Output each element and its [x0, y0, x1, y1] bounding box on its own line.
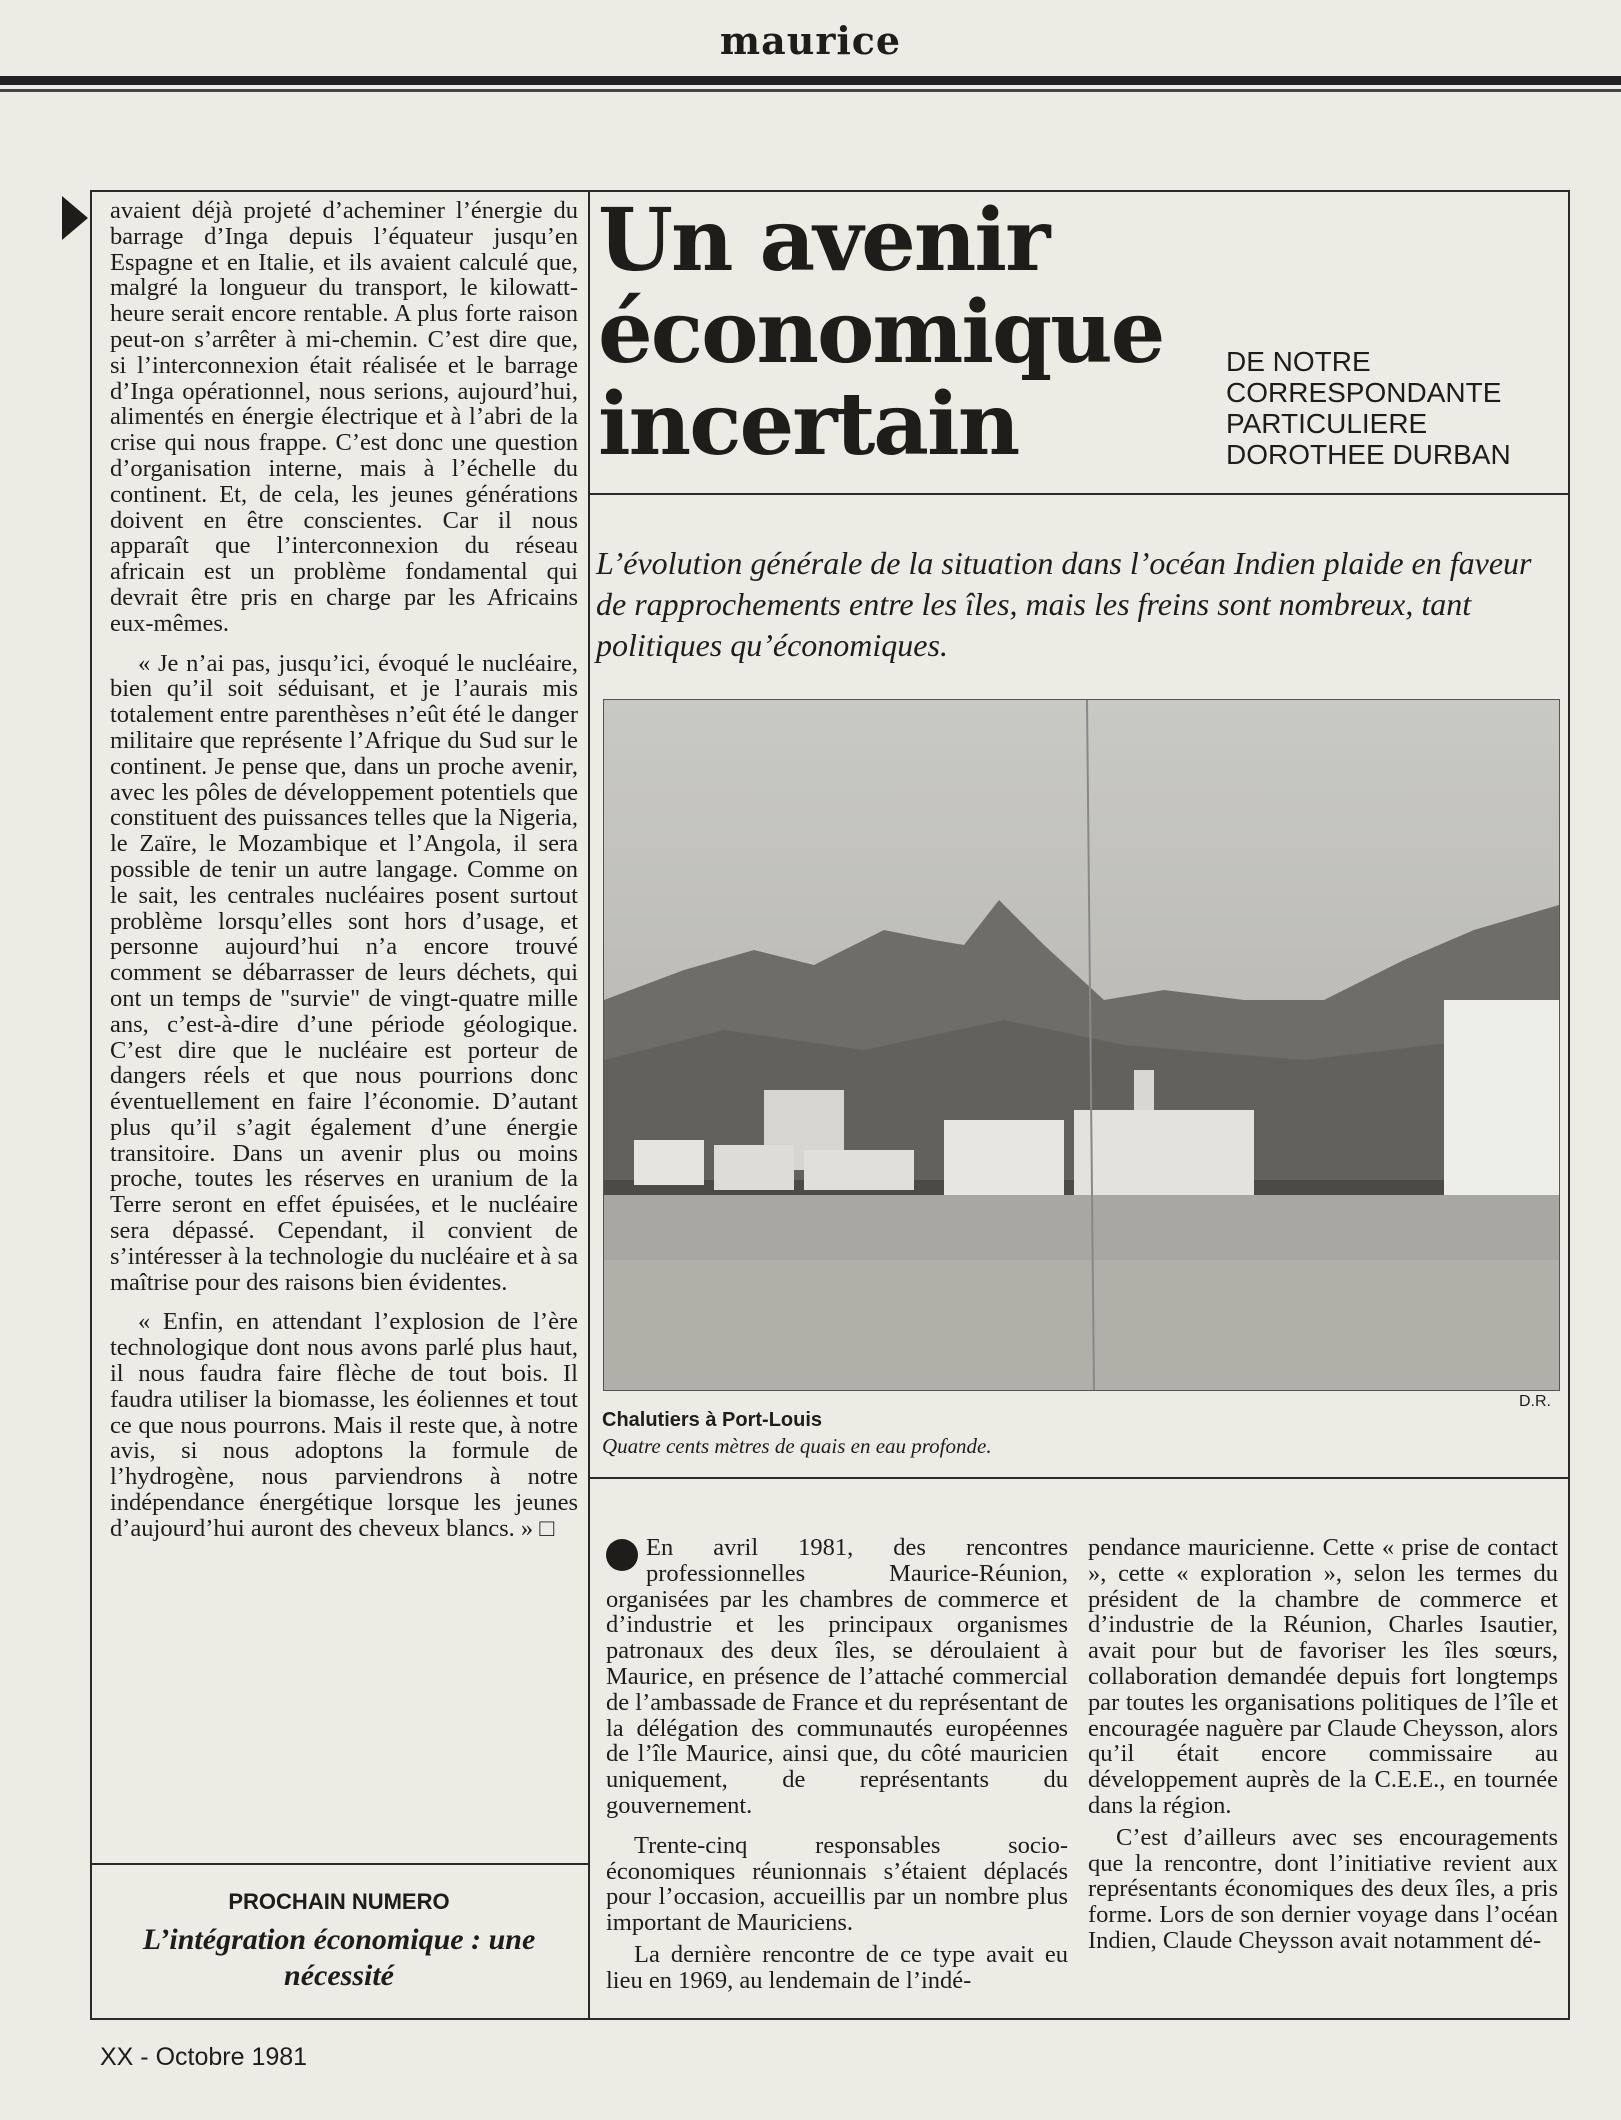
bullet-dot-icon [606, 1539, 638, 1571]
page-folio: XX - Octobre 1981 [100, 2043, 308, 2071]
body-paragraph: C’est d’ailleurs avec ses encouragements que la rencontre, dont l’initiative revient aux représentants économiques des deux îles, a pris forme. Lors de son dernier voyage dans l’océan Indien, Claude Cheysson avait notamment dé- [1088, 1823, 1558, 1954]
article-title [598, 190, 1164, 475]
next-issue-label: PROCHAIN NUMERO [228, 1889, 450, 1914]
body-column-2 [1088, 1535, 1558, 2005]
title-line: économique [598, 282, 1164, 383]
section-title: maurice [719, 18, 902, 63]
title-rule [588, 493, 1570, 495]
harbour-photo [603, 699, 1560, 1391]
left-column-text [110, 198, 578, 1858]
caption-rule [588, 1477, 1570, 1479]
photo-credit: D.R. [1519, 1393, 1551, 1410]
body-paragraph: Trente-cinq responsables socio-économiques réunionnais s’étaient déplacés pour l’occasion, accueillis par un nombre plus important de Mauriciens. [606, 1831, 1068, 1937]
end-mark-icon: □ [539, 1514, 555, 1542]
next-issue-title: L’intégration économique : une nécessité [142, 1923, 536, 1992]
harbour-illustration [604, 700, 1559, 1390]
continuation-arrow-icon [62, 196, 88, 240]
byline [1226, 346, 1511, 470]
header-rule-thin [0, 89, 1621, 92]
body-paragraph: pendance mauricienne. Cette « prise de contact », cette « exploration », selon les termes du président de la chambre de commerce et d’industrie de la Réunion, Charles Isautier, avait pour but de favoriser les îles sœurs, collaboration demandée depuis fort longtemps par toutes les organisations politiques de l’île et encouragée naguère par Claude Cheysson, alors qu’il était encore commissaire au développement auprès de la C.E.E., en tournée dans la région. [1088, 1535, 1558, 1819]
header-rule [0, 76, 1621, 85]
body-paragraph: La dernière rencontre de ce type avait eu lieu en 1969, au lendemain de l’indé- [606, 1940, 1068, 1994]
left-paragraph: « Je n’ai pas, jusqu’ici, évoqué le nucléaire, bien qu’il soit séduisant, et je l’aurais mis totalement entre parenthèses n’eût été le danger militaire que représente l’Afrique du Sud sur le continent. Je pense que, dans un proche avenir, avec les pôles de développement potentiels que constituent des puissances telles que la Nigeria, le Zaïre, le Mozambique et l’Angola, il sera possible de tenir un autre langage. Comme on le sait, les centrales nucléaires posent surtout problème lorsqu’elles sont hors d’usage, et personne aujourd’hui n’a encore trouvé comment se débarrasser de leurs déchets, qui ont un temps de "survie" de vingt-quatre mille ans, c’est-à-dire d’une période géologique. C’est dire que le nucléaire est porteur de dangers réels et que nous pourrions donc éventuellement en faire l’économie. D’autant plus qu’il s’agit également d’une énergie transitoire. Dans un avenir plus ou moins proche, toutes les réserves en uranium de la Terre seront en effet épuisées, et le nucléaire sera dépassé. Cependant, il convient de s’intéresser à la technologie du nucléaire et à sa maîtrise pour des raisons bien évidentes. [110, 649, 578, 1296]
left-paragraph: « Enfin, en attendant l’explosion de l’ère technologique dont nous avons parlé plus haut, il nous faudra faire flèche de tout bois. Il faudra utiliser la biomasse, les éoliennes et tout ce que nous pourrons. Mais il reste que, à notre avis, si nous adoptons la formule de l’hydrogène, nous parviendrons à notre indépendance énergétique lorsque les jeunes d’aujourd’hui auront des cheveux blancs. » [110, 1308, 578, 1542]
byline-line: DOROTHEE DURBAN [1226, 439, 1511, 470]
body-column-1 [606, 1535, 1068, 2005]
byline-line: CORRESPONDANTE [1226, 377, 1502, 408]
next-issue-rule [90, 1863, 590, 1865]
left-paragraph: avaient déjà projeté d’acheminer l’énergie du barrage d’Inga depuis l’équateur jusqu’en Espagne et en Italie, et ils avaient calculé que, malgré la longueur du transport, le kilowatt-heure serait encore rentable. A plus forte raison peut-on s’arrêter à mi-chemin. C’est dire que, si l’interconnexion était réalisée et le barrage d’Inga opérationnel, nous serions, aujourd’hui, alimentés en énergie électrique et à l’abri de la crise qui nous frappe. C’est donc une question d’organisation interne, mais à l’échelle du continent. Et, de cela, les jeunes générations doivent en être conscientes. Car il nous apparaît que l’interconnexion du réseau africain est un problème fondamental qui devrait être pris en charge par les Africains eux-mêmes. [110, 198, 578, 637]
caption-text: Quatre cents mètres de quais en eau profonde. [602, 1434, 992, 1458]
caption-title: Chalutiers à Port-Louis [602, 1409, 823, 1431]
byline-line: DE NOTRE [1226, 346, 1371, 377]
byline-line: PARTICULIERE [1226, 408, 1428, 439]
column-divider [588, 190, 590, 2020]
title-line: Un avenir [598, 190, 1049, 291]
body-paragraph: En avril 1981, des rencontres professionnelles Maurice-Réunion, organisées par les chambres de commerce et d’industrie et les principaux organismes patronaux des deux îles, se déroulaient à Maurice, en présence de l’attaché commercial de l’ambassade de France et du représentant de la délégation des communautés européennes de l’île Maurice, ainsi que, du côté mauricien uniquement, de représentants du gouvernement. [606, 1535, 1068, 1819]
title-line: incertain [598, 374, 1019, 475]
article-chapeau: L’évolution générale de la situation dans l’océan Indien plaide en faveur de rapprochements entre les îles, mais les freins sont nombreux, tant politiques qu’économiques. [596, 545, 1532, 663]
